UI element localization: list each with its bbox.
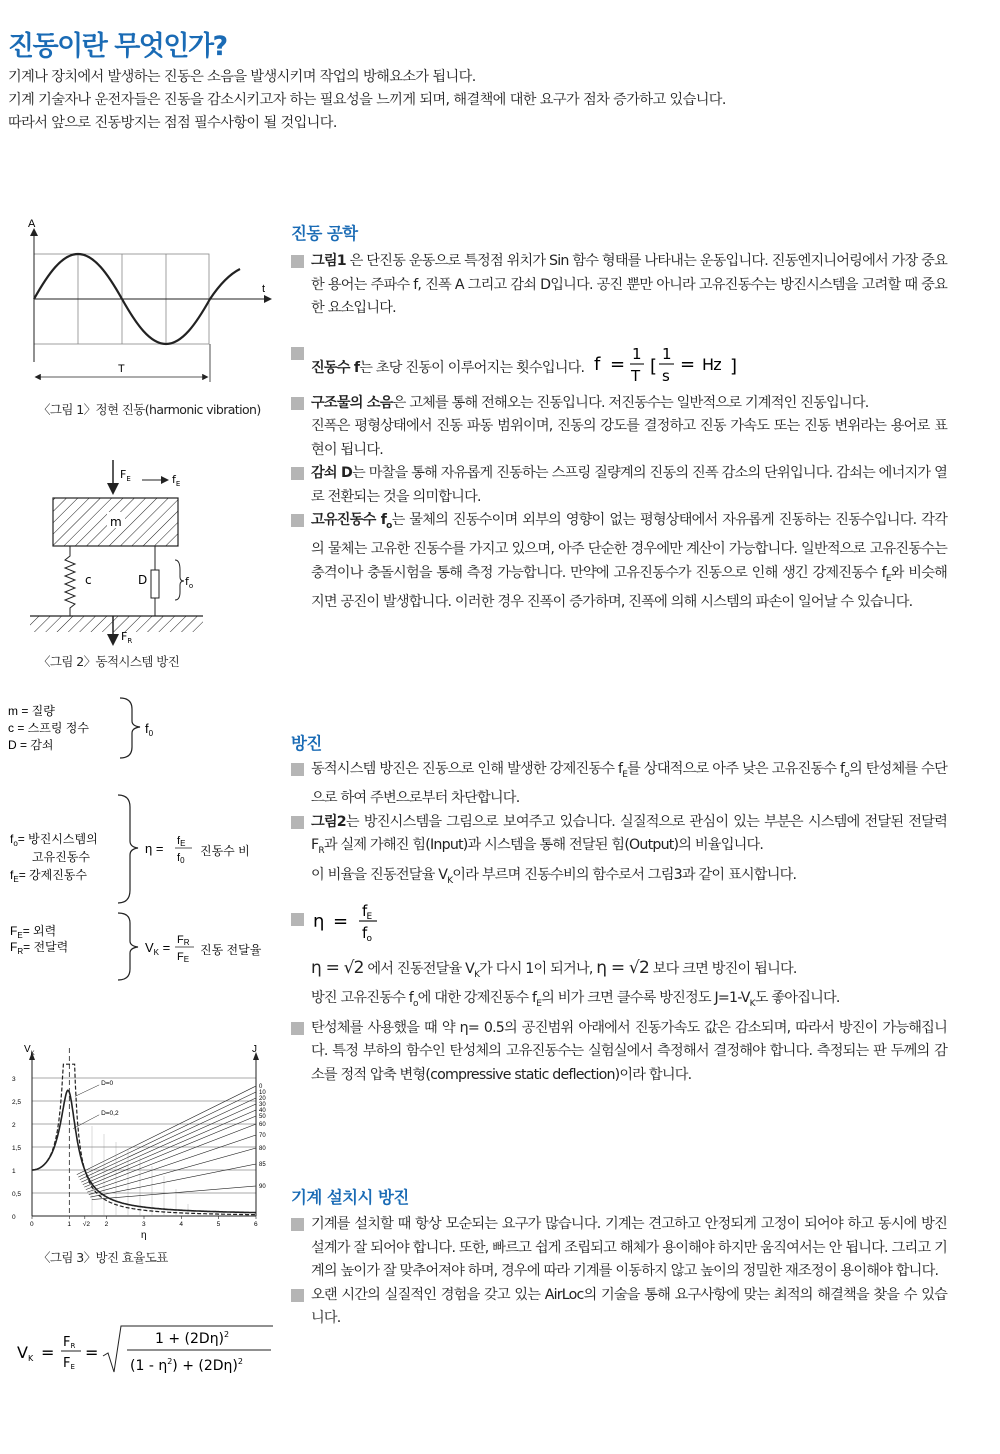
svg-text:]: ] — [730, 355, 737, 377]
bullet-square-icon — [291, 763, 304, 776]
j-tick-label: 60 — [259, 1122, 266, 1128]
transmissibility-formula — [15, 1322, 285, 1382]
legend-transmissibility: 진동 전달율 — [200, 943, 262, 957]
y-tick-label: 1,5 — [12, 1145, 22, 1152]
legend-mass: m = 질량 — [8, 704, 55, 718]
j-tick-label: 85 — [259, 1162, 266, 1168]
bullet-square-icon — [291, 913, 304, 926]
input-freq-label: $f_E$ — [172, 473, 181, 488]
dynamic-system-figure — [25, 460, 215, 645]
svg-text:η: η — [313, 910, 324, 932]
efficiency-line — [77, 1086, 256, 1175]
paragraph: 오랜 시간의 실질적인 경험을 갖고 있는 AirLoc의 기술을 통해 요구사항에 맞는 최적의 해결책을 찾을 수 있습니다. — [291, 1284, 947, 1331]
x-tick-label: 2 — [104, 1221, 109, 1228]
output-force-label: $F_R$ — [121, 630, 133, 645]
j-tick-label: 20 — [259, 1096, 266, 1102]
legend-natural: 고유진동수 — [32, 850, 90, 864]
x-tick-label: 5 — [216, 1221, 221, 1228]
legend-fe-def: $f_E=$ 강제진동수 — [10, 868, 87, 884]
paragraph: 그림1 은 단진동 운동으로 특정점 위치가 Sin 함수 형태를 나타내는 운동입니다. 진동엔지니어링에서 가장 중요한 용어는 주파수 f, 진폭 A 그리고 감쇠 D입니다. 공진 뿐만 아니라 고유진동수는 방진시스템을 고려할 때 중요한 요소입니다. — [291, 250, 947, 321]
j-tick-label: 50 — [259, 1114, 266, 1120]
formula-eq2: = — [85, 1343, 99, 1362]
paragraph: 동적시스템 방진은 진동으로 인해 발생한 강제진동수 $f_E$를 상대적으로 아주 낮은 고유진동수 $f_o$의 탄성체를 수단으로 하여 주변으로부터 차단합니다. — [291, 758, 947, 811]
bullet-square-icon — [291, 514, 304, 527]
bullet-square-icon — [291, 397, 304, 410]
section-vibration-engineering — [291, 250, 947, 615]
x-axis-label: η — [141, 1230, 147, 1241]
paragraph: η = √2 에서 진동전달율 $V_K$가 다시 1이 되거나, η = √2 보다 크면 방진이 됩니다. — [311, 957, 797, 980]
radicand-denominator: $(1 - \eta^2) + (2D\eta)^2$ — [130, 1357, 243, 1374]
section-isolation — [291, 758, 947, 1087]
figure-1-caption: 〈그림 1〉정현 진동(harmonic vibration) — [38, 402, 261, 417]
j-tick-label: 80 — [259, 1146, 266, 1152]
eta-numerator: fE — [177, 835, 186, 848]
x-tick-label: 6 — [254, 1221, 258, 1228]
bullet-square-icon — [291, 816, 304, 829]
legend-spring: c = 스프링 정수 — [8, 721, 89, 735]
spring-label: c — [85, 573, 92, 587]
svg-text:Hz: Hz — [702, 354, 721, 374]
y-tick-label: 1 — [12, 1168, 16, 1175]
period-label: T — [118, 363, 125, 375]
section-title-machine-installation: 기계 설치시 방진 — [291, 1188, 409, 1207]
figure-2-caption: 〈그림 2〉동적시스템 방진 — [38, 654, 180, 669]
svg-text:=: = — [610, 353, 625, 375]
frequency-formula — [592, 342, 742, 386]
y2-axis-label: J — [252, 1044, 257, 1055]
formula-fe: FE — [63, 1356, 75, 1371]
natural-freq-label: $f_o$ — [185, 575, 194, 590]
mass-label: m — [110, 515, 122, 529]
legend-eta: η = — [145, 841, 164, 856]
svg-text:1: 1 — [632, 344, 641, 363]
section-machine-installation — [291, 1213, 947, 1331]
efficiency-line — [83, 1110, 256, 1185]
paragraph: 고유진동수 $f_o$는 물체의 진동수이며 외부의 영향이 없는 평형상태에서 자유롭게 진동하는 진동수입니다. 각각의 물체는 고유한 진동수를 가지고 있으며, 아주 단순한 경우에만 계산이 가능합니다. 일반적으로 고유진동수는 충격이나 충돌시험을 통해 측정 가능합니다. 만약에 고유진동수가 진동으로 인해 생긴 강제진동수 $f_E$와 비슷해지면 공진이 발생합니다. 이러한 경우 진폭이 증가하며, 진폭에 의해 시스템의 파손이 일어날 수 있습니다. — [291, 509, 947, 615]
vk-numerator: FR — [177, 934, 190, 947]
curve-label-leader — [75, 1085, 99, 1097]
x-axis-label: t — [262, 283, 266, 295]
j-tick-label: 70 — [259, 1133, 266, 1139]
efficiency-line — [90, 1164, 256, 1197]
svg-text:1: 1 — [662, 344, 671, 363]
bullet-square-icon — [291, 1022, 304, 1035]
svg-text:=: = — [680, 353, 695, 375]
variable-legend — [0, 695, 290, 985]
eta-denominator: f0 — [177, 852, 185, 865]
curve-label-d0: D=0 — [101, 1079, 114, 1087]
svg-text:[: [ — [650, 355, 657, 377]
ground — [30, 616, 203, 632]
j-tick-label: 30 — [259, 1102, 266, 1108]
harmonic-vibration-figure — [20, 212, 285, 387]
svg-text:s: s — [662, 366, 670, 385]
x-tick-label: 3 — [142, 1221, 146, 1228]
x-tick-label: 4 — [179, 1221, 183, 1228]
eta-formula-line — [291, 899, 947, 943]
j-tick-label: 90 — [259, 1184, 266, 1190]
section-title-vibration-engineering: 진동 공학 — [291, 224, 358, 243]
svg-text:fo: $f_o$ — [362, 923, 372, 943]
curve-d-0 — [32, 1064, 256, 1215]
intro-line: 따라서 앞으로 진동방지는 점점 필수사항이 될 것입니다. — [8, 115, 337, 131]
figure-3-caption: 〈그림 3〉방진 효율도표 — [38, 1250, 168, 1265]
section-title-isolation: 방진 — [291, 734, 322, 753]
eta-formula — [311, 899, 401, 943]
legend-f0: $f_0$ — [145, 721, 154, 738]
isolation-efficiency-chart — [10, 1040, 285, 1245]
efficiency-line — [87, 1135, 256, 1192]
legend-damping: D = 감쇠 — [8, 738, 54, 752]
y-tick-label: 2 — [12, 1122, 16, 1129]
legend-freq-ratio: 진동수 비 — [200, 844, 250, 858]
efficiency-line — [86, 1124, 256, 1190]
bullet-square-icon — [291, 1218, 304, 1231]
y-axis-label: A — [28, 218, 36, 230]
y-axis-label: $V_K$ — [24, 1044, 35, 1057]
paragraph: 구조물의 소음은 고체를 통해 전해오는 진동입니다. 저진동수는 일반적으로 기계적인 진동입니다. — [291, 392, 947, 416]
paragraph: 진동수 f는 초당 진동이 이루어지는 횟수입니다. f = 1 T [ 1 s = Hz ] — [291, 342, 947, 386]
curve-d-0-2 — [32, 1090, 256, 1212]
paragraph: 방진 고유진동수 $f_o$에 대한 강제진동수 $f_E$의 비가 크면 클수록 방진정도 $J=1-V_K$도 좋아집니다. — [311, 990, 840, 1010]
y-tick-label: 3 — [12, 1076, 16, 1083]
formula-fr: FR — [63, 1335, 76, 1350]
j-tick-label: 0 — [259, 1084, 263, 1090]
damper — [151, 570, 159, 598]
paragraph: 감쇠 D는 마찰을 통해 자유롭게 진동하는 스프링 질량계의 진동의 진폭 감소의 단위입니다. 감쇠는 에너지가 열로 전환되는 것을 의미합니다. — [291, 462, 947, 509]
legend-fr-force: $F_R=$ 전달력 — [10, 940, 69, 956]
paragraph: 이 비율을 진동전달율 $V_K$이라 부르며 진동수비의 함수로서 그림3과 같이 표시합니다. — [311, 866, 797, 886]
formula-eq: = — [41, 1343, 55, 1362]
legend-f0-def: $f_o=$ 방진시스템의 — [10, 832, 98, 848]
paragraph: 진폭은 평형상태에서 진동 파동 범위이며, 진동의 강도를 결정하고 진동 가속도 또는 진동 변위라는 용어로 표현이 됩니다. — [311, 418, 947, 458]
curve-label-d02: D=0,2 — [101, 1109, 119, 1117]
paragraph: 기계를 설치할 때 항상 모순되는 요구가 많습니다. 기계는 견고하고 안정되게 고정이 되어야 하고 동시에 방진설계가 잘 되어야 합니다. 또한, 빠르고 쉽게 조립되고 해체가 용이해야 하지만 움직여서는 안 됩니다. 그리고 기계의 높이가 잘 맞추어져야 하며, 경우에 따라 기계를 이동하지 않고 높이의 정밀한 재조정이 용이해야 합니다. — [291, 1213, 947, 1284]
damper-label: D — [138, 573, 148, 587]
paragraph: 그림2는 방진시스템을 그림으로 보여주고 있습니다. 실질적으로 관심이 있는 부분은 시스템에 전달된 전달력 $F_R$과 실제 가해진 힘(Input)과 시스템을 통해 전달된 힘(Output)의 비율입니다. — [291, 811, 947, 864]
y-tick-label: 0,5 — [12, 1191, 22, 1198]
bullet-square-icon — [291, 467, 304, 480]
j-tick-label: 10 — [259, 1090, 266, 1096]
x-tick-label: 1 — [67, 1221, 71, 1228]
page-title: 진동이란 무엇인가? — [8, 31, 227, 62]
bullet-square-icon — [291, 347, 304, 360]
paragraph: 탄성체를 사용했을 때 약 η= 0.5의 공진범위 아래에서 진동가속도 값은 감소되며, 따라서 방진이 가능해집니다. 특정 부하의 함수인 탄성체의 고유진동수는 실험실에서 측정해서 결정해야 합니다. 측정되는 판 두께의 감소를 정적 압축 변형(compressive static deflection)이라 합니다. — [291, 1017, 947, 1088]
svg-text:=: = — [333, 910, 348, 932]
legend-fe-force: $F_E=$ 외력 — [10, 924, 57, 940]
spring — [65, 546, 75, 616]
x-tick-label: 0 — [30, 1221, 34, 1228]
radicand-numerator: $1 + (2D\eta)^2$ — [155, 1330, 230, 1347]
y-tick-label: 2,5 — [12, 1099, 22, 1106]
svg-text:f: f — [594, 353, 600, 375]
vk-denominator: FE — [177, 951, 190, 964]
svg-text:fE: $f_E$ — [362, 901, 372, 922]
efficiency-line — [84, 1116, 256, 1187]
input-force-label: $F_E$ — [120, 468, 131, 483]
intro-line: 기계 기술자나 운전자들은 진동을 감소시키고자 하는 필요성을 느끼게 되며, 해결책에 대한 요구가 점차 증가하고 있습니다. — [8, 92, 726, 108]
formula-lhs: VK — [17, 1343, 34, 1363]
bullet-square-icon — [291, 255, 304, 268]
legend-vk: $V_K$ = — [145, 940, 171, 957]
intro-line: 기계나 장치에서 발생하는 진동은 소음을 발생시키며 작업의 방해요소가 됩니다. — [8, 69, 476, 85]
intro-text — [8, 66, 988, 135]
x-tick-label: √2 — [82, 1221, 90, 1228]
bullet-square-icon — [291, 1289, 304, 1302]
svg-text:T: T — [631, 366, 640, 385]
y-tick-label: 0 — [12, 1214, 16, 1221]
j-tick-label: 40 — [259, 1108, 266, 1114]
